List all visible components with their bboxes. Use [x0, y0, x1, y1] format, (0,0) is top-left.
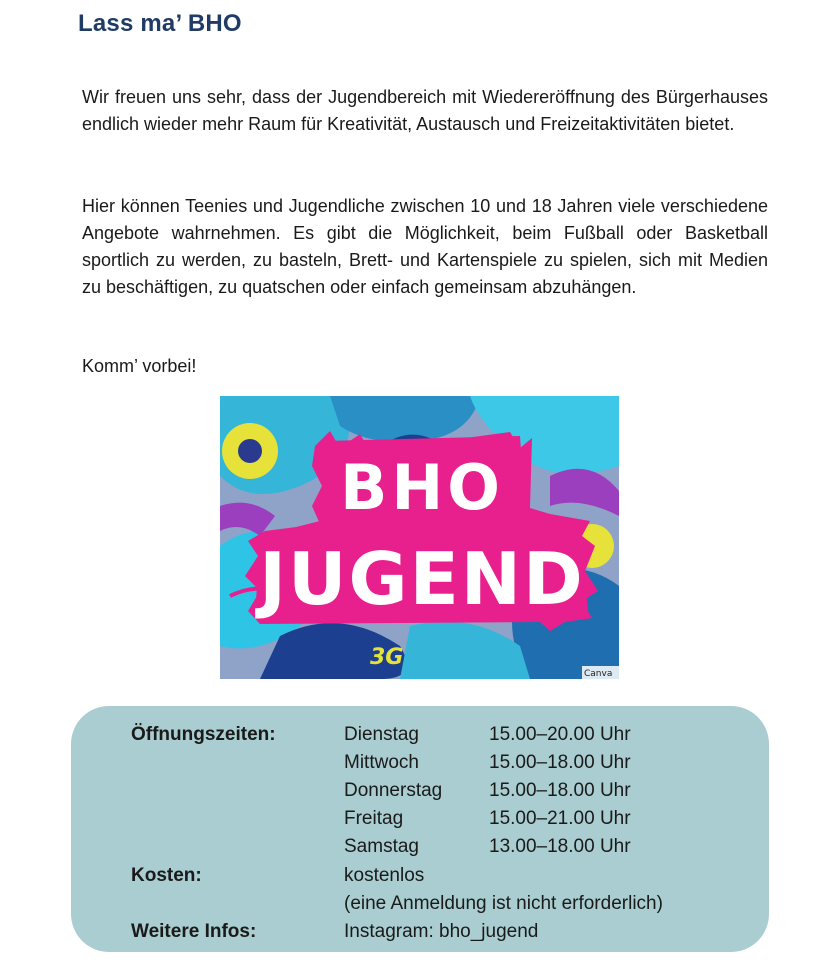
intro-paragraph: Wir freuen uns sehr, dass der Jugendbereich mit Wiedereröffnung des Bürgerhauses endlich wieder mehr Raum für Kreativität, Austausch und Freizeitaktivitäten bietet.: [82, 87, 768, 134]
opening-day: Donnerstag: [344, 780, 443, 801]
costs-note: (eine Anmeldung ist nicht erforderlich): [344, 893, 663, 914]
opening-day: Dienstag: [344, 724, 419, 745]
opening-time: 15.00–18.00 Uhr: [489, 780, 631, 801]
more-info-label: Weitere Infos:: [131, 921, 257, 942]
opening-day: Mittwoch: [344, 752, 419, 773]
opening-hours-label: Öffnungszeiten:: [131, 724, 276, 745]
offers-paragraph: Hier können Teenies und Jugendliche zwischen 10 und 18 Jahren viele verschiedene Angebote wahrnehmen. Es gibt die Möglichkeit, beim Fußball oder Basketball sportlich zu werden, zu basteln, Brett- und Kartenspiele zu spielen, sich mit Medien zu beschäftigen, zu quatschen oder einfach gemeinsam abzuhängen.: [82, 196, 768, 297]
opening-time: 15.00–21.00 Uhr: [489, 808, 631, 829]
instagram-handle: Instagram: bho_jugend: [344, 921, 539, 942]
graffiti-tag: 3G: [370, 645, 404, 670]
opening-day: Samstag: [344, 836, 419, 857]
call-to-action: Komm’ vorbei!: [82, 356, 197, 376]
graffiti-line1: BHO: [340, 451, 504, 524]
opening-day: Freitag: [344, 808, 404, 829]
page-title: Lass ma’ BHO: [78, 10, 242, 37]
opening-time: 15.00–20.00 Uhr: [489, 724, 631, 745]
graffiti-image: [220, 396, 619, 679]
image-credit: Canva: [584, 669, 613, 679]
graffiti-line2: JUGEND: [259, 537, 585, 621]
opening-time: 15.00–18.00 Uhr: [489, 752, 631, 773]
costs-label: Kosten:: [131, 865, 202, 886]
opening-time: 13.00–18.00 Uhr: [489, 836, 631, 857]
costs-value: kostenlos: [344, 865, 425, 886]
